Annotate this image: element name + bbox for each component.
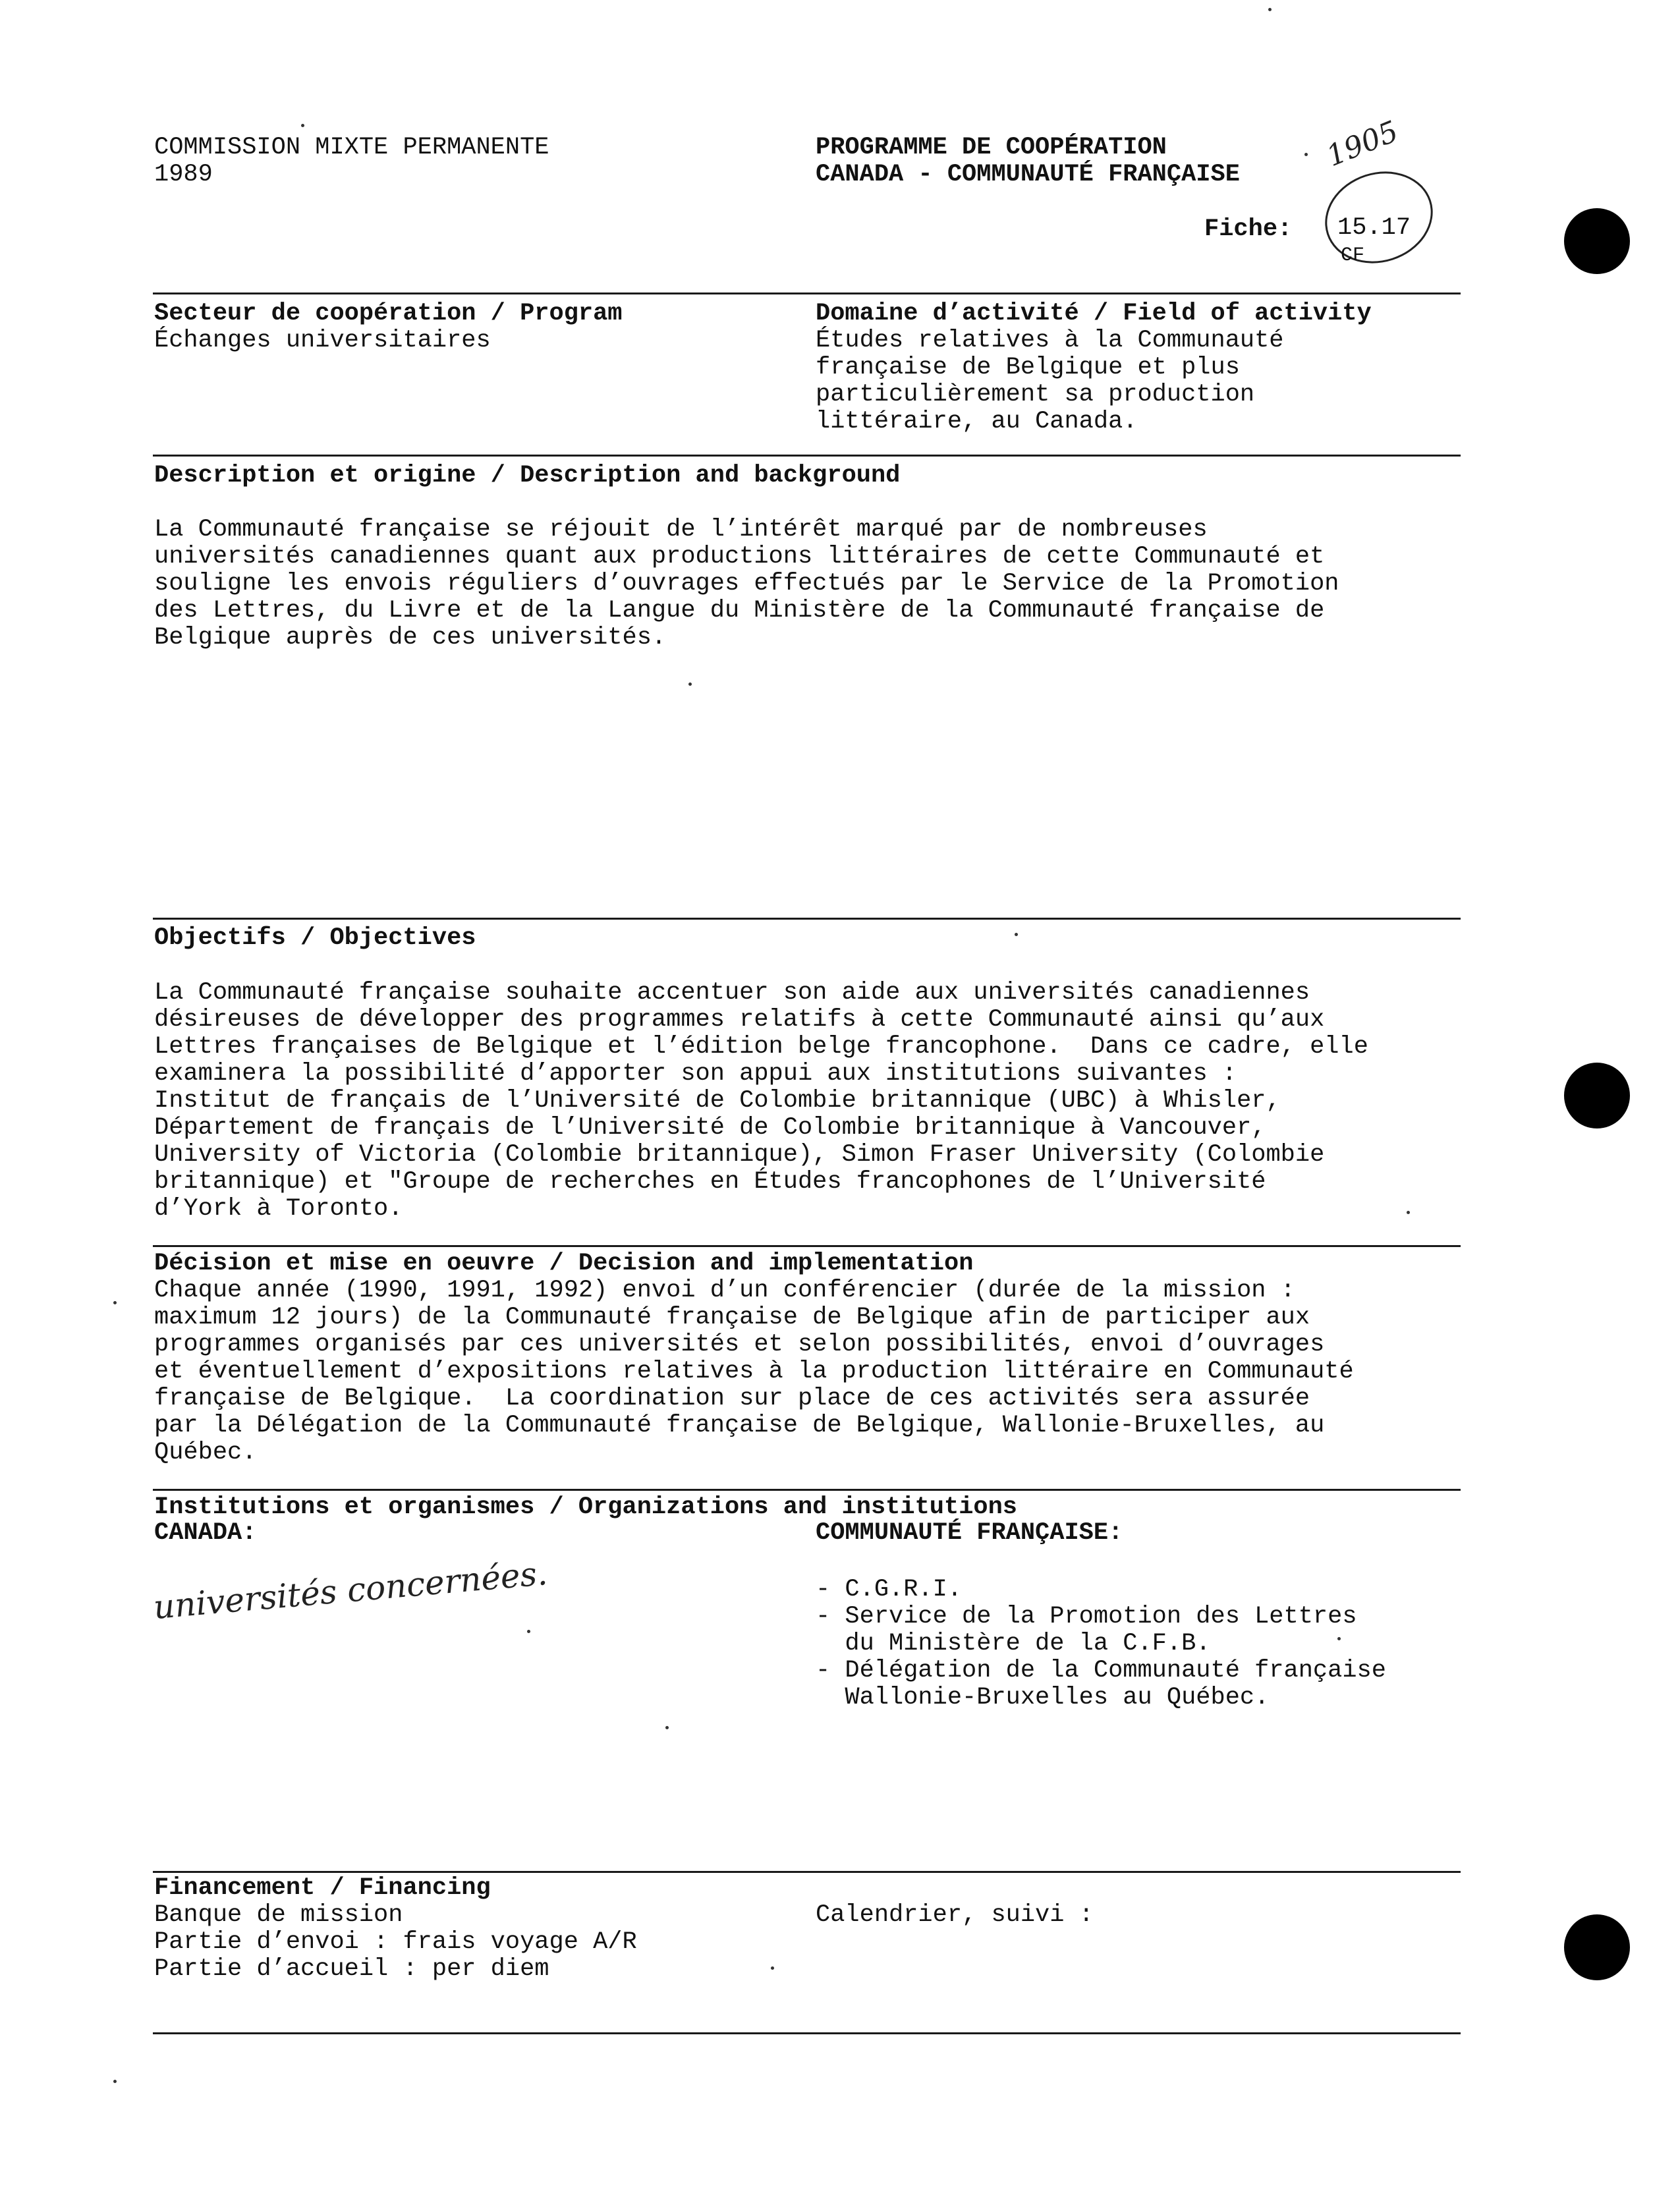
decision-line: programmes organisés par ces universités et selon possibilités, envoi d’ouvrages	[154, 1331, 1325, 1358]
financing-heading: Financement / Financing	[154, 1874, 491, 1902]
cf-line: - Délégation de la Communauté française	[816, 1657, 1386, 1684]
description-line: La Communauté française se réjouit de l’intérêt marqué par de nombreuses	[154, 516, 1208, 543]
field-label: Domaine d’activité / Field of activity	[816, 300, 1372, 327]
scan-speck	[1407, 1211, 1410, 1214]
field-line: particulièrement sa production	[816, 381, 1255, 408]
field-line: française de Belgique et plus	[816, 354, 1240, 381]
scan-speck	[1337, 1637, 1341, 1640]
fiche-label: Fiche:	[1204, 215, 1293, 243]
objectives-line: Lettres françaises de Belgique et l’édition belge francophone. Dans ce cadre, elle	[154, 1033, 1368, 1061]
objectives-line: Département de français de l’Université de Colombie britannique à Vancouver,	[154, 1114, 1266, 1142]
description-line: Belgique auprès de ces universités.	[154, 624, 667, 652]
sector-value: Échanges universitaires	[154, 327, 491, 354]
financing-line: Banque de mission	[154, 1901, 403, 1929]
objectives-line: d’York à Toronto.	[154, 1195, 403, 1223]
scan-speck	[1268, 8, 1272, 11]
financing-line: Partie d’envoi : frais voyage A/R	[154, 1928, 637, 1956]
objectives-line: University of Victoria (Colombie britannique), Simon Fraser University (Colombie	[154, 1141, 1325, 1169]
scan-speck	[1015, 933, 1018, 936]
scan-speck	[527, 1630, 530, 1633]
canada-label: CANADA:	[154, 1519, 257, 1547]
divider	[153, 1489, 1461, 1491]
decision-line: française de Belgique. La coordination sur place de ces activités sera assurée	[154, 1385, 1310, 1412]
decision-line: Québec.	[154, 1439, 257, 1466]
cf-label: COMMUNAUTÉ FRANÇAISE:	[816, 1519, 1123, 1547]
objectives-line: La Communauté française souhaite accentuer son aide aux universités canadiennes	[154, 979, 1310, 1007]
decision-line: Chaque année (1990, 1991, 1992) envoi d’un conférencier (durée de la mission :	[154, 1277, 1295, 1304]
cf-line: Wallonie-Bruxelles au Québec.	[816, 1684, 1270, 1712]
decision-line: par la Délégation de la Communauté française de Belgique, Wallonie-Bruxelles, au	[154, 1412, 1325, 1439]
divider	[153, 2032, 1461, 2034]
decision-line: maximum 12 jours) de la Communauté française de Belgique afin de participer aux	[154, 1304, 1310, 1331]
field-line: littéraire, au Canada.	[816, 408, 1138, 435]
calendar-label: Calendrier, suivi :	[816, 1901, 1094, 1929]
scan-speck	[1304, 153, 1308, 156]
objectives-line: examinera la possibilité d’apporter son appui aux institutions suivantes :	[154, 1060, 1237, 1088]
scan-speck	[113, 2080, 117, 2083]
divider	[153, 1871, 1461, 1873]
header-year: 1989	[154, 161, 213, 188]
field-line: Études relatives à la Communauté	[816, 327, 1284, 354]
divider	[153, 1245, 1461, 1247]
scan-speck	[688, 682, 692, 686]
description-heading: Description et origine / Description and background	[154, 462, 901, 489]
handwritten-universites: universités concernées.	[152, 1553, 549, 1627]
description-line: souligne les envois réguliers d’ouvrages effectués par le Service de la Promotion	[154, 570, 1339, 598]
scan-speck	[665, 1726, 669, 1729]
scan-speck	[301, 124, 304, 127]
divider	[153, 455, 1461, 457]
scan-speck	[113, 1301, 117, 1304]
decision-line: et éventuellement d’expositions relatives à la production littéraire en Communauté	[154, 1358, 1354, 1385]
cf-line: - C.G.R.I.	[816, 1576, 963, 1603]
punch-hole-bottom	[1564, 1914, 1630, 1980]
header-canada-cf: CANADA - COMMUNAUTÉ FRANÇAISE	[816, 161, 1240, 188]
institutions-heading: Institutions et organismes / Organizations and institutions	[154, 1493, 1018, 1521]
description-line: des Lettres, du Livre et de la Langue du Ministère de la Communauté française de	[154, 597, 1325, 625]
header-commission: COMMISSION MIXTE PERMANENTE	[154, 134, 549, 161]
divider	[153, 918, 1461, 920]
objectives-heading: Objectifs / Objectives	[154, 924, 476, 952]
decision-heading: Décision et mise en oeuvre / Decision and implementation	[154, 1250, 974, 1277]
sector-label: Secteur de coopération / Program	[154, 300, 623, 327]
cf-line: du Ministère de la C.F.B.	[816, 1630, 1211, 1657]
header-programme: PROGRAMME DE COOPÉRATION	[816, 134, 1167, 161]
fiche-suffix: CF	[1341, 244, 1365, 267]
scan-speck	[771, 1966, 774, 1970]
financing-line: Partie d’accueil : per diem	[154, 1955, 549, 1983]
fiche-number: 15.17	[1337, 214, 1411, 242]
cf-line: - Service de la Promotion des Lettres	[816, 1603, 1357, 1630]
divider	[153, 292, 1461, 294]
punch-hole-top	[1564, 208, 1630, 274]
objectives-line: désireuses de développer des programmes relatifs à cette Communauté ainsi qu’aux	[154, 1006, 1325, 1034]
description-line: universités canadiennes quant aux productions littéraires de cette Communauté et	[154, 543, 1325, 571]
objectives-line: Institut de français de l’Université de Colombie britannique (UBC) à Whisler,	[154, 1087, 1281, 1115]
handwritten-number: 1905	[1322, 114, 1403, 174]
punch-hole-middle	[1564, 1063, 1630, 1128]
objectives-line: britannique) et "Groupe de recherches en Études francophones de l’Université	[154, 1168, 1266, 1196]
